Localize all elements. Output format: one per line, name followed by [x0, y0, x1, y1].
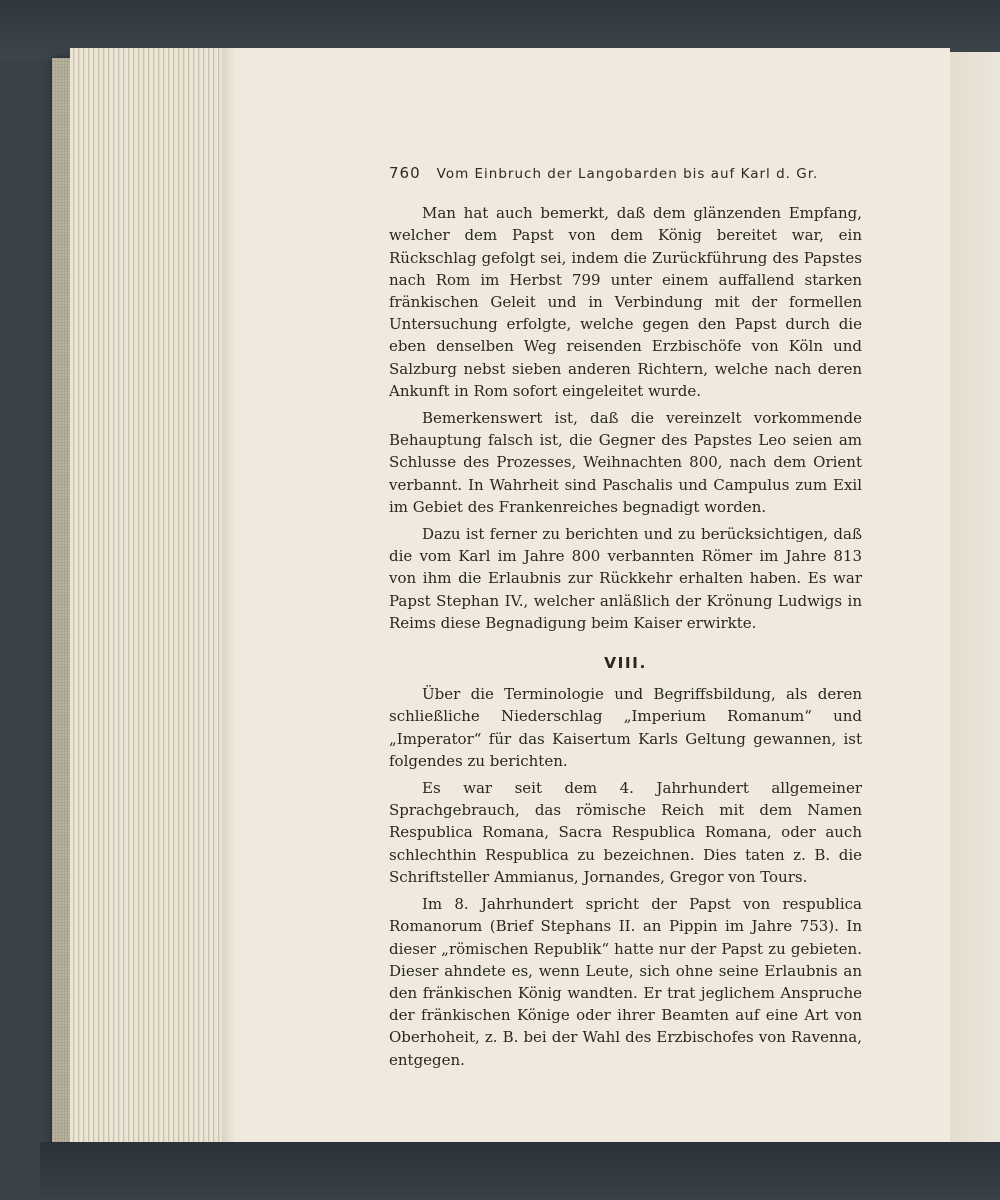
- background-bottom: [40, 1142, 1000, 1200]
- paragraph-1: Man hat auch bemerkt, daß dem glänzenden Empfang, welcher dem Papst von dem König bereitet war, ein Rückschlag gefolgt sei, indem die Zurückführung des Papstes nach Rom im Herbst 799 unter einem auffallend starken fränkischen Geleit und in Verbindung mit der formellen Untersuchung erfolgte, welche gegen den Papst durch die eben denselben Weg reisenden Erzbischöfe von Köln und Salzburg nebst sieben anderen Richtern, welche nach deren Ankunft in Rom sofort eingeleitet wurde.: [389, 204, 862, 400]
- paragraph-5: Es war seit dem 4. Jahrhundert allgemeiner Sprachgebrauch, das römische Reich mit dem Namen Respublica Romana, Sacra Respublica Romana, oder auch schlechthin Respublica zu bezeichnen. Dies taten z. B. die Schriftsteller Ammianus, Jornandes, Gregor von Tours.: [389, 779, 862, 886]
- running-title: Vom Einbruch der Langobarden bis auf Karl d. Gr.: [436, 166, 819, 182]
- paragraph-4: Über die Terminologie und Begriffsbildung, als deren schließliche Niederschlag „Imperium Romanum“ und „Imperator“ für das Kaisertum Karls Geltung gewannen, ist folgendes zu berichten.: [389, 685, 862, 770]
- page-edges: [70, 48, 228, 1142]
- page-number: 760: [389, 164, 421, 182]
- section-heading: VIII.: [604, 654, 647, 673]
- paragraph-3: Dazu ist ferner zu berichten und zu berücksichtigen, daß die vom Karl im Jahre 800 verbannten Römer im Jahre 813 von ihm die Erlaubnis zur Rückkehr erhalten haben. Es war Papst Stephan IV., welcher anläßlich der Krönung Ludwigs in Reims diese Begnadigung beim Kaiser erwirkte.: [389, 525, 862, 632]
- paragraph-2: Bemerkenswert ist, daß die vereinzelt vorkommende Behauptung falsch ist, die Gegner des Papstes Leo seien am Schlusse des Prozesses, Weihnachten 800, nach dem Orient verbannt. In Wahrheit sind Paschalis und Campulus zum Exil im Gebiet des Frankenreiches begnadigt worden.: [389, 409, 862, 516]
- page-text: [389, 162, 862, 1071]
- paragraph-6: Im 8. Jahrhundert spricht der Papst von respublica Romanorum (Brief Stephans II. an Pippin im Jahre 753). In dieser „römischen Republik“ hatte nur der Papst zu gebieten. Dieser ahndete es, wenn Leute, sich ohne seine Erlaubnis an den fränkischen König wandten. Er trat jeglichem Anspruche der fränkischen Könige oder ihrer Beamten auf eine Art von Oberhoheit, z. B. bei der Wahl des Erzbischofes von Ravenna, entgegen.: [389, 895, 862, 1069]
- next-page-edge: [944, 52, 1000, 1142]
- running-head: [389, 162, 862, 185]
